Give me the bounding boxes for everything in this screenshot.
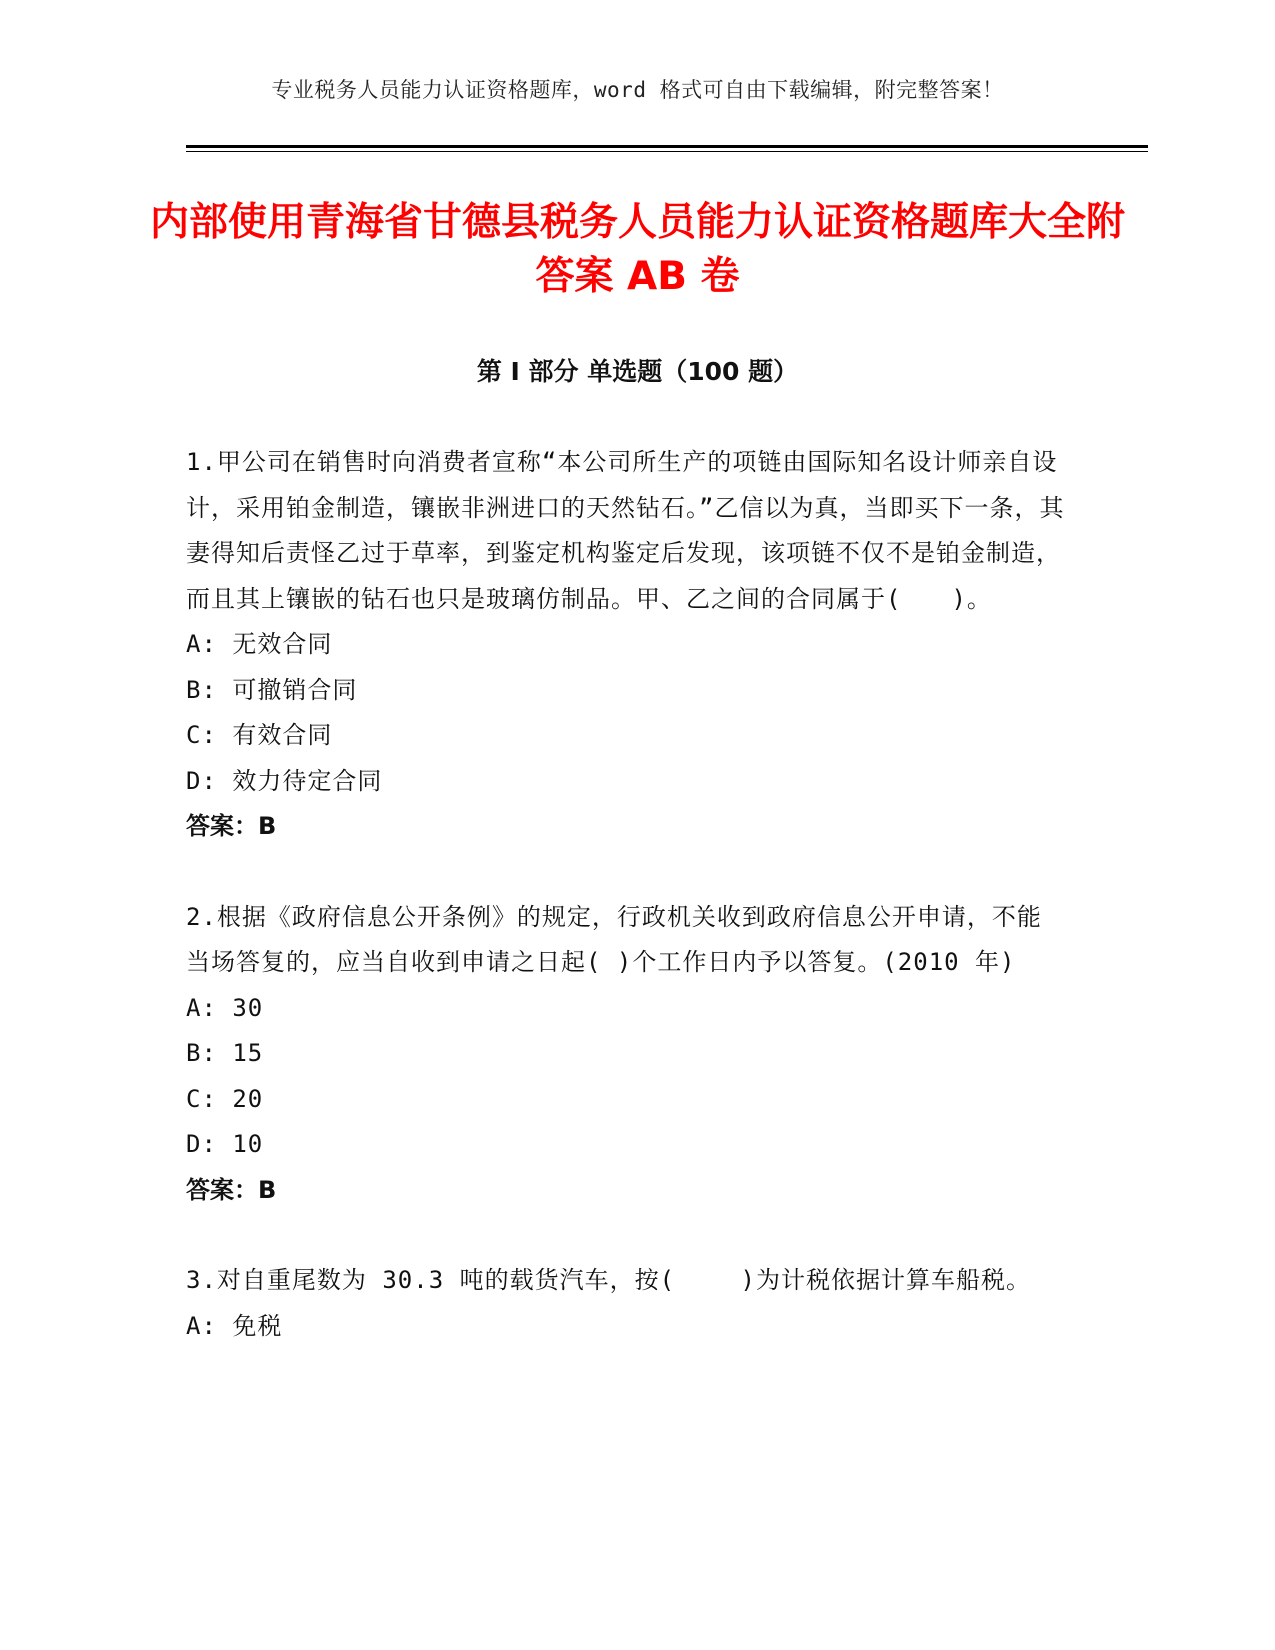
header-note: 专业税务人员能力认证资格题库，word 格式可自由下载编辑，附完整答案！ bbox=[271, 78, 1004, 102]
option-c: C: 有效合同 bbox=[186, 721, 333, 749]
question-text: 3.对自重尾数为 30.3 吨的载货汽车，按( )为计税依据计算车船税。 bbox=[186, 1266, 1031, 1294]
question-3 bbox=[186, 1258, 1066, 1349]
option-d: D: 10 bbox=[186, 1130, 264, 1158]
header-rule-thin bbox=[186, 151, 1148, 152]
option-b: B: 15 bbox=[186, 1039, 264, 1067]
option-d: D: 效力待定合同 bbox=[186, 766, 383, 795]
question-list bbox=[186, 440, 1066, 1394]
option-b: B: 可撤销合同 bbox=[186, 675, 358, 704]
question-text: 1.甲公司在销售时向消费者宣称“本公司所生产的项链由国际知名设计师亲自设计，采用铂金制造，镶嵌非洲进口的天然钻石。”乙信以为真，当即买下一条，其妻得知后责怪乙过于草率，到鉴定机构鉴定后发现，该项链不仅不是铂金制造，而且其上镶嵌的钻石也只是玻璃仿制品。甲、乙之间的合同属于( )。 bbox=[186, 448, 1065, 613]
question-1 bbox=[186, 440, 1066, 850]
answer: 答案：B bbox=[186, 812, 277, 840]
document-title: 内部使用青海省甘德县税务人员能力认证资格题库大全附答案 AB 卷 bbox=[150, 200, 1126, 299]
option-a: A: 无效合同 bbox=[186, 630, 333, 658]
option-c: C: 20 bbox=[186, 1084, 264, 1113]
header-rule-thick bbox=[186, 145, 1148, 148]
answer: 答案：B bbox=[186, 1175, 277, 1204]
option-a: A: 免税 bbox=[186, 1311, 283, 1340]
question-2 bbox=[186, 895, 1066, 1214]
question-text: 2.根据《政府信息公开条例》的规定，行政机关收到政府信息公开申请，不能当场答复的，应当自收到申请之日起( )个工作日内予以答复。(2010 年) bbox=[186, 902, 1042, 976]
section-title: 第 I 部分 单选题（100 题） bbox=[476, 357, 799, 386]
option-a: A: 30 bbox=[186, 993, 264, 1022]
